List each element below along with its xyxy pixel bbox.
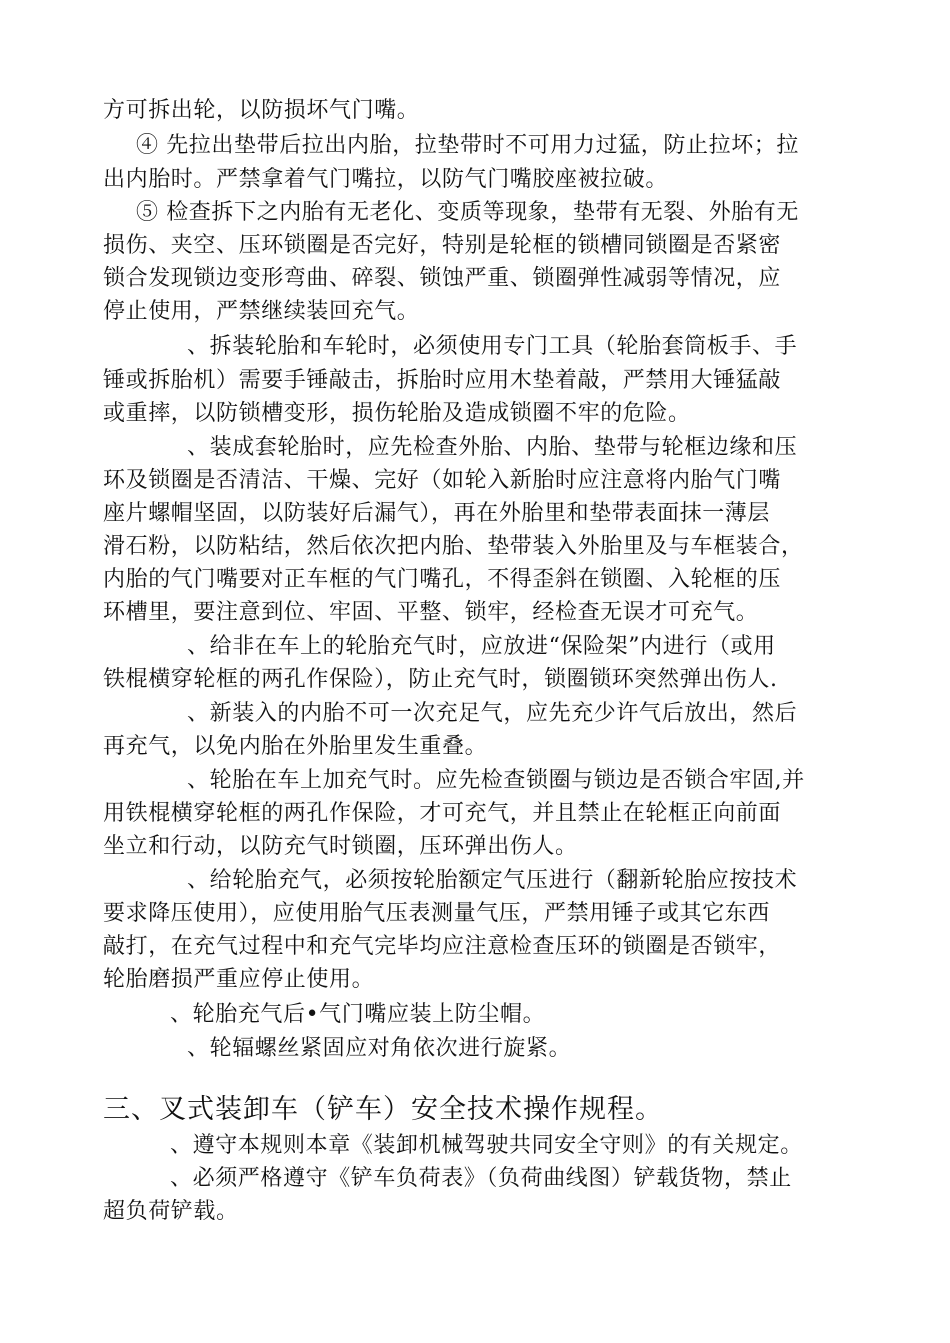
text-line: 再充气，以免内胎在外胎里发生重叠。 (103, 734, 488, 759)
text-line: 座片螺帽坚固，以防装好后漏气），再在外胎里和垫带表面抹一薄层 (103, 501, 771, 526)
text-line: 或重摔，以防锁槽变形，损伤轮胎及造成锁圈不牢的危险。 (103, 401, 691, 426)
text-line: 锁合发现锁边变形弯曲、碎裂、锁蚀严重、锁圈弹性减弱等情况，应 (103, 266, 782, 291)
text-line: 停止使用，严禁继续装回充气。 (103, 299, 420, 324)
text-line: 环及锁圈是否清洁、干燥、完好（如轮入新胎时应注意将内胎气门嘴 (103, 468, 782, 493)
text-line: 要求降压使用），应使用胎气压表测量气压，严禁用锤子或其它东西 (103, 901, 771, 926)
text-line: 、轮胎在车上加充气时。应先检查锁圈与锁边是否锁合牢固,并 (187, 768, 805, 793)
text-line: 、给轮胎充气，必须按轮胎额定气压进行（翻新轮胎应按技术 (187, 868, 798, 893)
text-line: 铁棍横穿轮框的两孔作保险），防止充气时，锁圈锁环突然弹出伤人. (103, 667, 778, 692)
text-line: 损伤、夹空、压环锁圈是否完好，特别是轮框的锁槽同锁圈是否紧密 (103, 233, 782, 258)
text-line: 、遵守本规则本章《装卸机械驾驶共同安全守则》的有关规定。 (170, 1133, 803, 1158)
text-line: 、给非在车上的轮胎充气时，应放进“保险架”内进行（或用 (187, 634, 776, 659)
text-line: ⑤ 检查拆下之内胎有无老化、变质等现象，垫带有无裂、外胎有无 (136, 200, 799, 225)
text-line: 锤或拆胎机）需要手锤敲击，拆胎时应用木垫着敲，严禁用大锤猛敲 (103, 368, 782, 393)
text-line: 、轮辐螺丝紧固应对角依次进行旋紧。 (187, 1036, 572, 1061)
text-line: 环槽里，要注意到位、牢固、平整、锁牢，经检查无误才可充气。 (103, 600, 759, 625)
text-line: 、装成套轮胎时，应先检查外胎、内胎、垫带与轮框边缘和压 (187, 435, 798, 460)
text-line: 、拆装轮胎和车轮时，必须使用专门工具（轮胎套筒板手、手 (187, 334, 798, 359)
text-line: 内胎的气门嘴要对正车框的气门嘴孔，不得歪斜在锁圈、入轮框的压 (103, 567, 782, 592)
text-line: 、轮胎充气后•气门嘴应装上防尘帽。 (170, 1002, 546, 1027)
text-line: 出内胎时。严禁拿着气门嘴拉，以防气门嘴胶座被拉破。 (103, 167, 669, 192)
text-line: 、新装入的内胎不可一次充足气，应先充少许气后放出，然后 (187, 701, 798, 726)
text-line: 敲打，在充气过程中和充气完毕均应注意检查压环的锁圈是否锁牢， (103, 934, 782, 959)
text-line: ④ 先拉出垫带后拉出内胎，拉垫带时不可用力过猛，防止拉坏；拉 (136, 133, 799, 158)
text-line: 、必须严格遵守《铲车负荷表》（负荷曲线图）铲载货物，禁止 (170, 1166, 792, 1191)
text-line: 轮胎磨损严重应停止使用。 (103, 967, 375, 992)
section-heading: 三、叉式装卸车（铲车）安全技术操作规程。 (103, 1094, 663, 1125)
text-line: 滑石粉，以防粘结，然后依次把内胎、垫带装入外胎里及与车框装合， (103, 534, 804, 559)
text-line: 坐立和行动，以防充气时锁圈，压环弹出伤人。 (103, 834, 578, 859)
text-line: 方可拆出轮，以防损坏气门嘴。 (103, 98, 420, 123)
text-line: 用铁棍横穿轮框的两孔作保险，才可充气，并且禁止在轮框正向前面 (103, 801, 782, 826)
text-line: 超负荷铲载。 (103, 1199, 239, 1224)
